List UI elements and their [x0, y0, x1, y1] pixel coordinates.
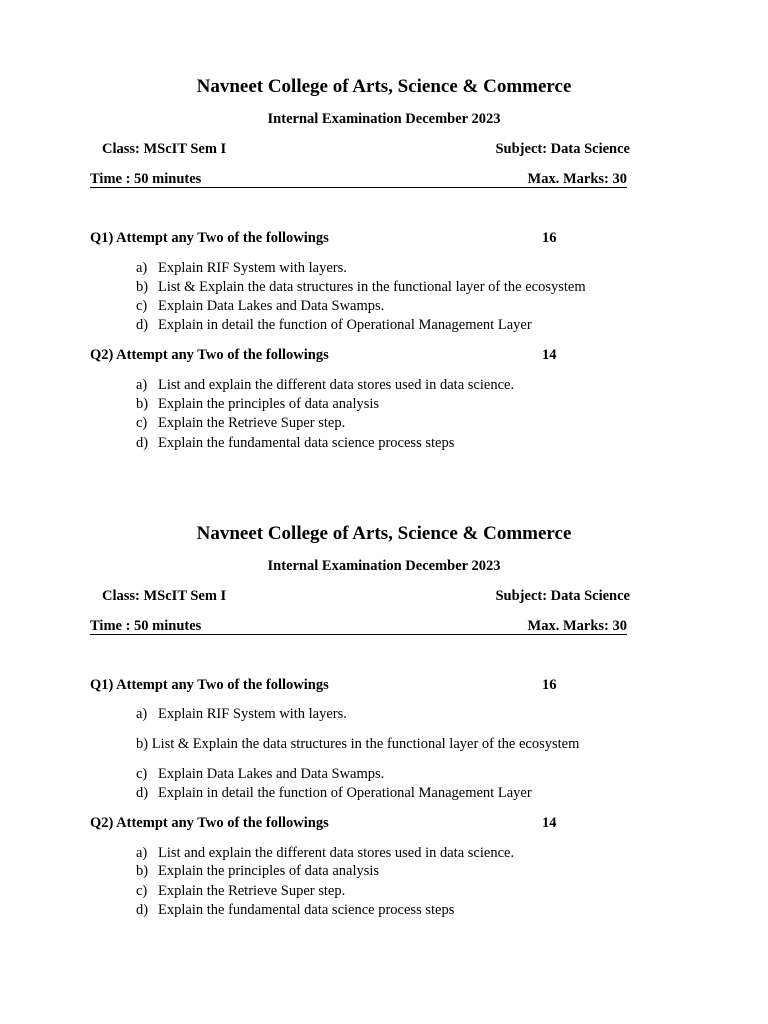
q2-item-c	[136, 883, 345, 900]
item-marker: d)	[136, 317, 149, 333]
item-marker: b)	[136, 736, 149, 752]
item-marker: d)	[136, 435, 149, 451]
item-marker: a)	[136, 706, 148, 722]
q2-item-b	[136, 396, 379, 413]
max-marks-label: Max. Marks: 30	[527, 171, 627, 187]
college-title: Navneet College of Arts, Science & Commerce	[196, 76, 572, 97]
item-marker: d)	[136, 902, 149, 918]
q1-item-b	[136, 279, 586, 296]
q1-item-d	[136, 317, 532, 334]
q1-item-d	[136, 785, 532, 802]
q2-item-b	[136, 863, 379, 880]
q1-item-c	[136, 298, 384, 315]
q2-item-d	[136, 902, 454, 919]
q1-marks: 16	[542, 230, 557, 246]
q2-item-d	[136, 435, 454, 452]
exam-title: Internal Examination December 2023	[267, 111, 501, 127]
max-marks-label: Max. Marks: 30	[527, 618, 627, 634]
header-underline	[90, 634, 627, 635]
item-text: List and explain the different data stores used in data science.	[158, 845, 515, 861]
q1-heading: Q1) Attempt any Two of the followings	[90, 677, 329, 693]
item-text: Explain in detail the function of Operational Management Layer	[158, 317, 532, 333]
exam-title: Internal Examination December 2023	[267, 558, 501, 574]
item-marker: b)	[136, 396, 149, 412]
q1-item-a	[136, 706, 347, 723]
item-text: Explain the Retrieve Super step.	[158, 883, 346, 899]
q1-item-a	[136, 260, 347, 277]
q2-item-a	[136, 377, 514, 394]
item-text: List & Explain the data structures in the functional layer of the ecosystem	[158, 279, 586, 295]
q2-marks: 14	[542, 347, 557, 363]
q2-heading: Q2) Attempt any Two of the followings	[90, 815, 329, 831]
item-text: Explain the principles of data analysis	[158, 396, 380, 412]
item-marker: a)	[136, 377, 148, 393]
q2-marks: 14	[542, 815, 557, 831]
item-text: Explain the fundamental data science process steps	[158, 902, 455, 918]
item-text: Explain the fundamental data science process steps	[158, 435, 455, 451]
item-text: List and explain the different data stores used in data science.	[158, 377, 515, 393]
item-text: List & Explain the data structures in the functional layer of the ecosystem	[151, 736, 580, 752]
item-text: Explain RIF System with layers.	[158, 260, 347, 276]
item-text: Explain RIF System with layers.	[158, 706, 347, 722]
time-label: Time : 50 minutes	[90, 618, 202, 634]
item-text: Explain Data Lakes and Data Swamps.	[158, 298, 385, 314]
header-underline	[90, 187, 627, 188]
item-text: Explain in detail the function of Operational Management Layer	[158, 785, 532, 801]
item-text: Explain Data Lakes and Data Swamps.	[158, 766, 385, 782]
q1-item-b	[136, 736, 579, 753]
q1-item-c	[136, 766, 384, 783]
item-marker: b)	[136, 279, 149, 295]
item-text: Explain the principles of data analysis	[158, 863, 380, 879]
item-marker: b)	[136, 863, 149, 879]
class-label: Class: MScIT Sem I	[102, 588, 227, 604]
q2-item-a	[136, 845, 514, 862]
class-label: Class: MScIT Sem I	[102, 141, 227, 157]
subject-label: Subject: Data Science	[495, 588, 630, 604]
subject-label: Subject: Data Science	[495, 141, 630, 157]
q1-heading: Q1) Attempt any Two of the followings	[90, 230, 329, 246]
item-marker: c)	[136, 415, 148, 431]
q2-heading: Q2) Attempt any Two of the followings	[90, 347, 329, 363]
item-marker: d)	[136, 785, 149, 801]
item-marker: a)	[136, 845, 148, 861]
item-text: Explain the Retrieve Super step.	[158, 415, 346, 431]
item-marker: a)	[136, 260, 148, 276]
item-marker: c)	[136, 298, 148, 314]
item-marker: c)	[136, 883, 148, 899]
item-marker: c)	[136, 766, 148, 782]
q1-marks: 16	[542, 677, 557, 693]
time-label: Time : 50 minutes	[90, 171, 202, 187]
q2-item-c	[136, 415, 345, 432]
college-title: Navneet College of Arts, Science & Commerce	[196, 523, 572, 544]
